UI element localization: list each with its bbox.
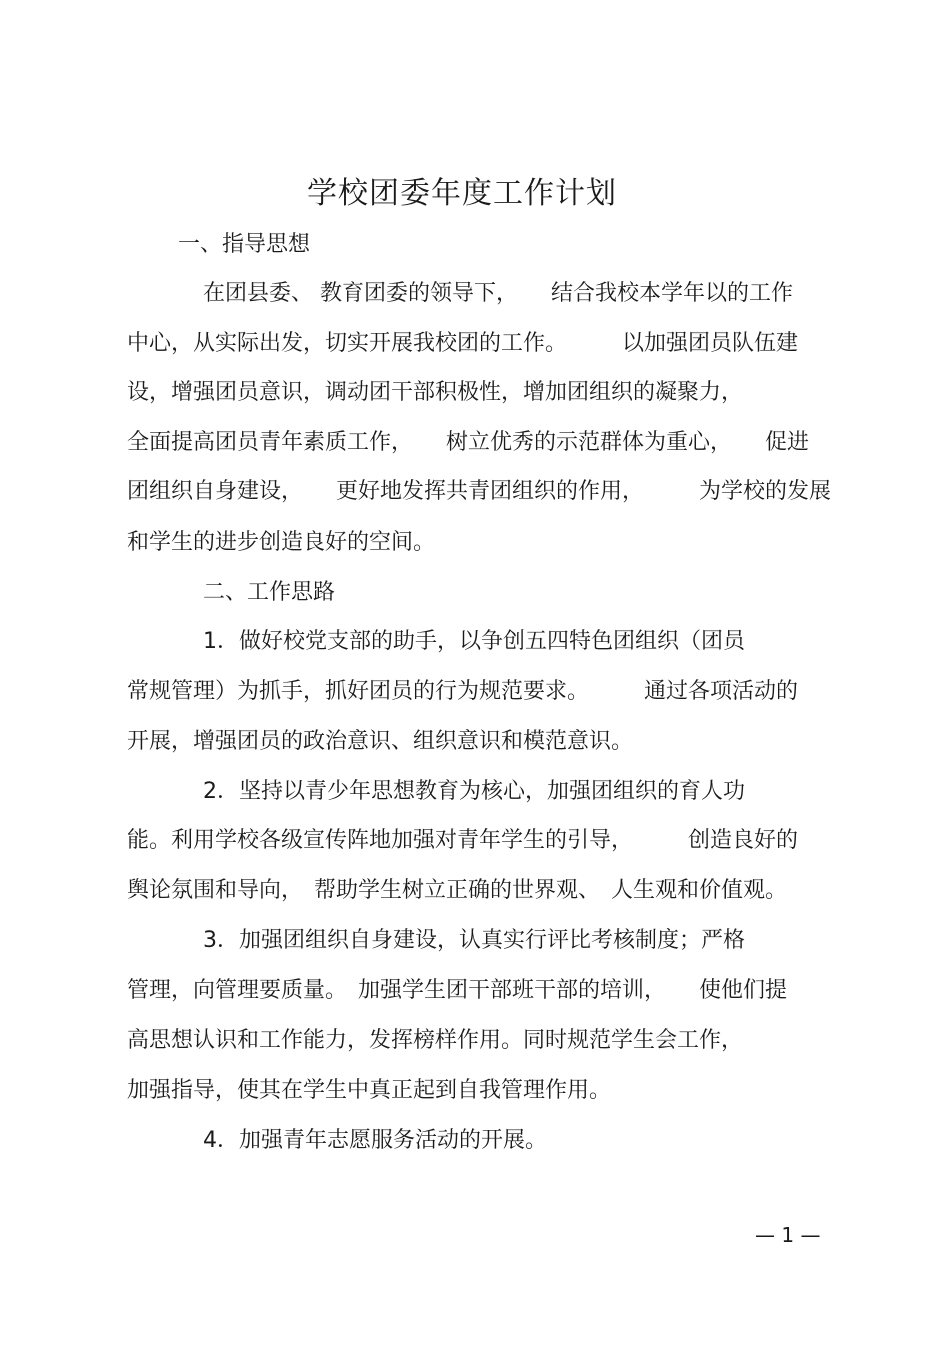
paragraph-line: 全面提高团员青年素质工作， 树立优秀的示范群体为重心， 促进	[127, 430, 810, 455]
paragraph-line: 团组织自身建设， 更好地发挥共青团组织的作用， 为学校的发展	[127, 479, 832, 504]
list-item-line: 3．加强团组织自身建设，认真实行评比考核制度；严格	[203, 928, 745, 953]
paragraph-line: 设，增强团员意识，调动团干部积极性，增加团组织的凝聚力，	[127, 380, 744, 405]
list-item-line: 能。利用学校各级宣传阵地加强对青年学生的引导， 创造良好的	[127, 828, 799, 853]
page-number: — 1 —	[755, 1223, 821, 1247]
section-heading-work-ideas: 二、工作思路	[203, 580, 336, 605]
document-title: 学校团委年度工作计划	[307, 176, 617, 211]
list-item-line: 舆论氛围和导向， 帮助学生树立正确的世界观、 人生观和价值观。	[127, 878, 788, 903]
list-item-line: 常规管理）为抓手，抓好团员的行为规范要求。 通过各项活动的	[127, 679, 799, 704]
paragraph-line: 和学生的进步创造良好的空间。	[127, 530, 436, 555]
list-item-line: 4．加强青年志愿服务活动的开展。	[203, 1128, 547, 1153]
list-item-line: 2．坚持以青少年思想教育为核心，加强团组织的育人功	[203, 779, 745, 804]
list-item-line: 管理，向管理要质量。 加强学生团干部班干部的培训， 使他们提	[127, 978, 788, 1003]
section-heading-guiding-thought: 一、指导思想	[178, 232, 311, 257]
paragraph-line: 中心，从实际出发，切实开展我校团的工作。 以加强团员队伍建	[127, 331, 799, 356]
list-item-line: 1．做好校党支部的助手，以争创五四特色团组织（团员	[203, 629, 745, 654]
paragraph-line: 在团县委、 教育团委的领导下， 结合我校本学年以的工作	[203, 281, 793, 306]
list-item-line: 加强指导，使其在学生中真正起到自我管理作用。	[127, 1078, 612, 1103]
list-item-line: 开展，增强团员的政治意识、组织意识和模范意识。	[127, 729, 634, 754]
list-item-line: 高思想认识和工作能力，发挥榜样作用。同时规范学生会工作，	[127, 1028, 744, 1053]
